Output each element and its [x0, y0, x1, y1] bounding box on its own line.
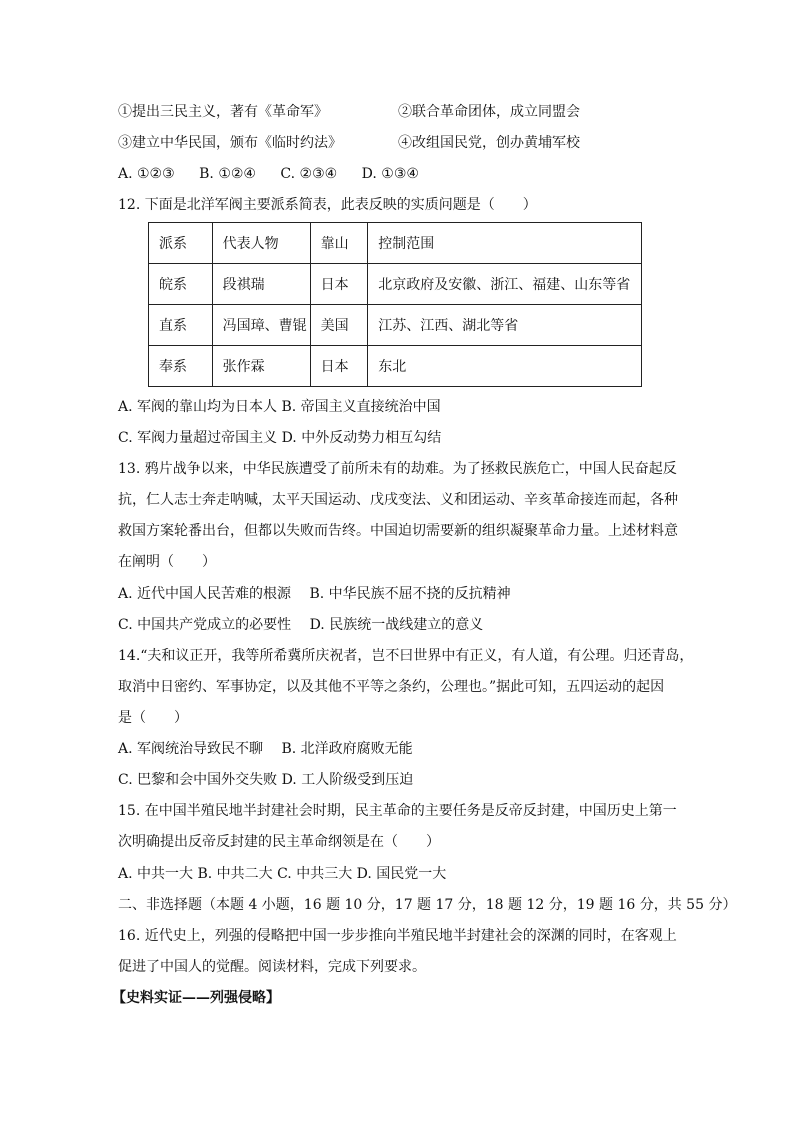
q14-stem-line: 取消中日密约、军事协定，以及其他不平等之条约，公理也。”据此可知，五四运动的起因: [118, 679, 665, 695]
q12-options-line-1: A. 军阀的靠山均为日本人 B. 帝国主义直接统治中国: [118, 399, 441, 415]
q11-options: [118, 164, 439, 184]
q15-options-line: A. 中共一大 B. 中共二大 C. 中共三大 D. 国民党一大: [118, 866, 447, 882]
q11-option-d: D. ①③④: [361, 166, 419, 182]
q11-option-c: C. ②③④: [280, 166, 338, 182]
q13-options-line-1: A. 近代中国人民苦难的根源 B. 中华民族不屈不挠的反抗精神: [118, 586, 511, 602]
table-header-cell: 靠山: [310, 223, 368, 264]
section-2-heading: 二、非选择题（本题 4 小题，16 题 10 分，17 题 17 分，18 题 12 分，19 题 16 分，共 55 分）: [118, 897, 737, 913]
q14-stem-line: 是（ ）: [118, 710, 188, 726]
q13-stem-line: 在阐明（ ）: [118, 554, 216, 570]
table-cell: 日本: [310, 264, 368, 305]
q16-stem-line: 16. 近代史上，列强的侵略把中国一步步推向半殖民地半封建社会的深渊的同时，在客观上: [118, 928, 677, 944]
q11-item-1: ①提出三民主义，著有《革命军》: [118, 104, 328, 120]
table-header-cell: 代表人物: [212, 223, 310, 264]
q11-option-b: B. ①②④: [199, 166, 256, 182]
q13-options-line-2: C. 中国共产党成立的必要性 D. 民族统一战线建立的意义: [118, 617, 484, 633]
q11-item-3: ③建立中华民国，颁布《临时约法》: [118, 135, 342, 151]
table-header-row: [149, 223, 642, 264]
table-cell: 奉系: [149, 346, 213, 387]
q13-stem-line: 救国方案轮番出台，但都以失败而告终。中国迫切需要新的组织凝聚革命力量。上述材料意: [118, 523, 678, 539]
q13-stem-line: 13. 鸦片战争以来，中华民族遭受了前所未有的劫难。为了拯救民族危亡，中国人民奋起反: [118, 461, 677, 477]
table-cell: 张作霖: [212, 346, 310, 387]
q15-stem-line: 次明确提出反帝反封建的民主革命纲领是在（ ）: [118, 834, 440, 850]
table-cell: 江苏、江西、湖北等省: [368, 305, 642, 346]
table-cell: 皖系: [149, 264, 213, 305]
table-cell: 直系: [149, 305, 213, 346]
table-cell: 冯国璋、曹锟: [212, 305, 310, 346]
table-header-cell: 控制范围: [368, 223, 642, 264]
q14-options-line-1: A. 军阀统治导致民不聊 B. 北洋政府腐败无能: [118, 741, 413, 757]
q15-stem-line: 15. 在中国半殖民地半封建社会时期，民主革命的主要任务是反帝反封建，中国历史上第一: [118, 803, 677, 819]
q16-stem-line: 促进了中国人的觉醒。阅读材料，完成下列要求。: [118, 959, 426, 975]
q16-subheading: 【史料实证——列强侵略】: [112, 990, 280, 1006]
table-cell: 美国: [310, 305, 368, 346]
q11-item-2: ②联合革命团体，成立同盟会: [398, 104, 580, 120]
q13-stem-line: 抗，仁人志士奔走呐喊，太平天国运动、戊戌变法、义和团运动、辛亥革命接连而起，各种: [118, 492, 678, 508]
table-cell: 东北: [368, 346, 642, 387]
table-row: [149, 264, 642, 305]
table-cell: 北京政府及安徽、浙江、福建、山东等省: [368, 264, 642, 305]
q14-options-line-2: C. 巴黎和会中国外交失败 D. 工人阶级受到压迫: [118, 772, 414, 788]
q12-options-line-2: C. 军阀力量超过帝国主义 D. 中外反动势力相互勾结: [118, 430, 442, 446]
q11-option-a: A. ①②③: [118, 166, 175, 182]
table-row: [149, 305, 642, 346]
table-row: [149, 346, 642, 387]
table-header-cell: 派系: [149, 223, 213, 264]
warlords-table: [148, 222, 642, 387]
table-cell: 段祺瑞: [212, 264, 310, 305]
table-cell: 日本: [310, 346, 368, 387]
q14-stem-line: 14.“夫和议正开，我等所希冀所庆祝者，岂不曰世界中有正义，有人道，有公理。归还青岛，: [118, 648, 694, 664]
q12-stem: 12. 下面是北洋军阀主要派系简表，此表反映的实质问题是（ ）: [118, 197, 537, 213]
q11-item-4: ④改组国民党，创办黄埔军校: [398, 135, 580, 151]
